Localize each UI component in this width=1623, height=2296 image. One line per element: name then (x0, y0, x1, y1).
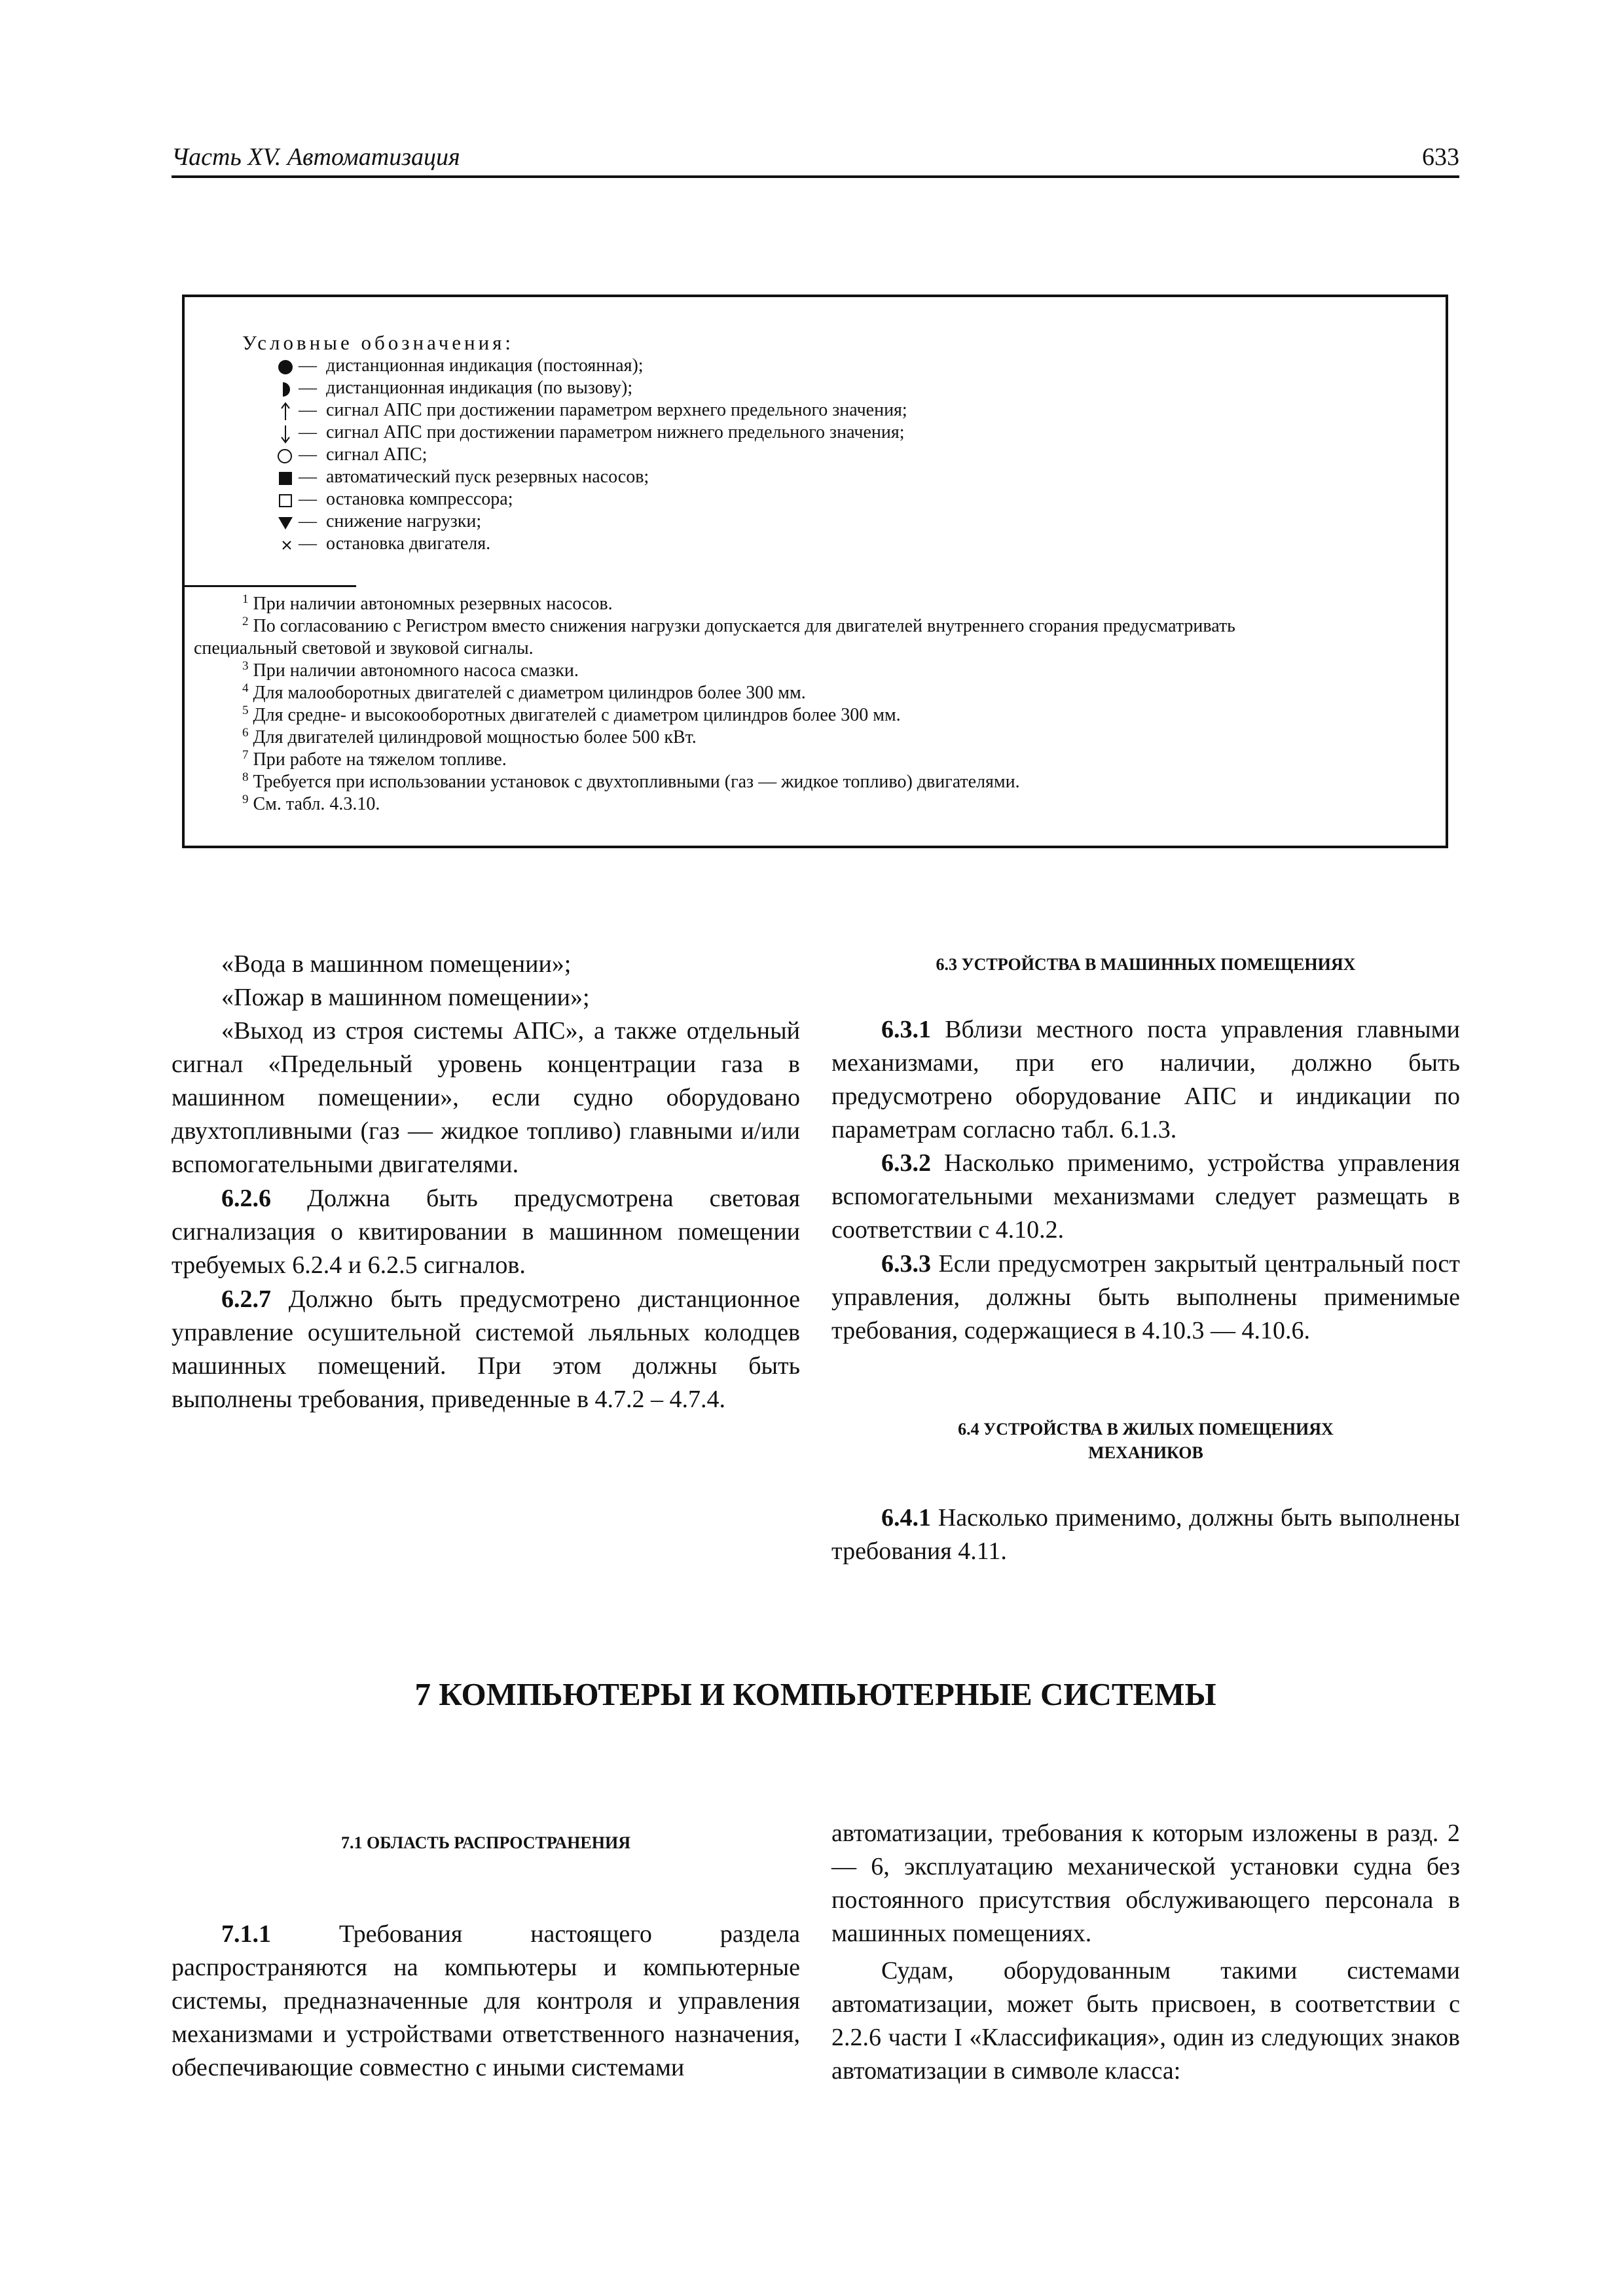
clause-number: 6.3.3 (881, 1250, 931, 1278)
paragraph: 6.2.7 Должно быть предусмотрено дистанционное управление осушительной системой льяльных колодцев машинных помещений. При этом должны быть выполнены требования, приведенные в 4.7.2 – 4.7.4. (172, 1285, 801, 1413)
paragraph: 6.3.2 Насколько применимо, устройства управления вспомогательными механизмами следует размещать в соответствии с 4.10.2. (831, 1149, 1460, 1244)
legend-item: — снижение нагрузки; (242, 511, 481, 533)
clause-number: 6.3.2 (881, 1149, 931, 1177)
clause-number: 6.2.6 (221, 1185, 271, 1212)
legend-item: — остановка двигателя. (242, 533, 490, 555)
legend-item: — остановка компрессора; (242, 488, 513, 511)
footnote: $^3$ При наличии автономного насоса смазки. (242, 659, 579, 681)
filled-square-icon (242, 466, 299, 488)
legend-box (182, 295, 1448, 848)
paragraph: «Вода в машинном помещении»; (221, 950, 572, 978)
filled-triangle-down-icon (242, 511, 299, 533)
footnote-rule (185, 585, 356, 587)
clause-number: 6.2.7 (221, 1285, 271, 1313)
section-heading: 6.3 УСТРОЙСТВА В МАШИННЫХ ПОМЕЩЕНИЯХ (936, 955, 1356, 974)
legend-item: — автоматический пуск резервных насосов; (242, 466, 649, 488)
paragraph: «Пожар в машинном помещении»; (221, 984, 590, 1011)
section-heading: 7.1 ОБЛАСТЬ РАСПРОСТРАНЕНИЯ (341, 1833, 630, 1852)
paragraph: 7.1.1 Требования настоящего раздела распространяются на компьютеры и компьютерные системы, предназначенные для контроля и управления механизмами и устройствами ответственного назначения, обеспечивающие совместно с иными системами (172, 1920, 800, 2081)
footnote: $^8$ Требуется при использовании установок с двухтопливными (газ — жидкое топливо) двигателями. (242, 770, 1020, 792)
clause-number: 7.1.1 (221, 1920, 271, 1948)
clause-number: 6.4.1 (881, 1504, 931, 1532)
footnote-continuation: специальный световой и звуковой сигналы. (194, 638, 534, 658)
empty-circle-icon (242, 444, 299, 466)
page-number: 633 (1422, 143, 1459, 171)
footnote: $^5$ Для средне- и высокооборотных двигателей с диаметром цилиндров более 300 мм. (242, 704, 901, 725)
filled-circle-icon (242, 355, 299, 377)
legend-item: — дистанционная индикация (постоянная); (242, 355, 644, 377)
header-rule (172, 175, 1459, 178)
clause-number: 6.3.1 (881, 1016, 931, 1043)
paragraph: 6.3.3 Если предусмотрен закрытый центральный пост управления, должны быть выполнены применимые требования, содержащиеся в 4.10.3 — 4.10.6. (831, 1250, 1460, 1344)
arrow-down-icon (242, 422, 299, 444)
paragraph: 6.4.1 Насколько применимо, должны быть выполнены требования 4.11. (831, 1504, 1460, 1565)
paragraph: Судам, оборудованным такими системами автоматизации, может быть присвоен, в соответствии с 2.2.6 части I «Классификация», один из следующих знаков автоматизации в символе класса: (831, 1957, 1460, 2085)
chapter-title: 7 КОМПЬЮТЕРЫ И КОМПЬЮТЕРНЫЕ СИСТЕМЫ (414, 1676, 1216, 1712)
paragraph: автоматизации, требования к которым изложены в разд. 2 — 6, эксплуатацию механической установки судна без постоянного присутствия обслуживающего персонала в машинных помещениях. (831, 1820, 1460, 1947)
legend-item: — сигнал АПС при достижении параметром нижнего предельного значения; (242, 422, 905, 444)
cross-icon (242, 533, 299, 555)
half-circle-icon (242, 377, 299, 399)
legend-item: — дистанционная индикация (по вызову); (242, 377, 632, 399)
legend-title: Условные обозначения: (242, 331, 515, 354)
footnote: $^4$ Для малооборотных двигателей с диаметром цилиндров более 300 мм. (242, 681, 806, 703)
section-heading: 6.4 УСТРОЙСТВА В ЖИЛЫХ ПОМЕЩЕНИЯХ МЕХАНИКОВ (958, 1420, 1334, 1462)
footnote: $^9$ См. табл. 4.3.10. (242, 793, 380, 814)
footnote: $^6$ Для двигателей цилиндровой мощностью более 500 кВт. (242, 726, 697, 747)
running-header-title: Часть XV. Автоматизация (172, 143, 460, 171)
arrow-up-icon (242, 399, 299, 422)
paragraph: 6.3.1 Вблизи местного поста управления главными механизмами, при его наличии, должно быть предусмотрено оборудование АПС и индикации по параметрам согласно табл. 6.1.3. (831, 1016, 1460, 1143)
footnote: $^1$ При наличии автономных резервных насосов. (242, 592, 613, 614)
legend-item: — сигнал АПС при достижении параметром верхнего предельного значения; (242, 399, 907, 422)
footnote: $^2$ По согласованию с Регистром вместо снижения нагрузки допускается для двигателей внутреннего сгорания предусматривать (242, 615, 1235, 636)
empty-square-icon (242, 488, 299, 511)
paragraph: 6.2.6 Должна быть предусмотрена световая сигнализация о квитировании в машинном помещении требуемых 6.2.4 и 6.2.5 сигналов. (172, 1185, 800, 1279)
footnote: $^7$ При работе на тяжелом топливе. (242, 748, 507, 770)
legend-item: — сигнал АПС; (242, 444, 427, 466)
paragraph: «Выход из строя системы АПС», а также отдельный сигнал «Предельный уровень концентрации газа в машинном помещении», если судно оборудовано двухтопливными (газ — жидкое топливо) главными и/или вспомогательными двигателями. (172, 1017, 800, 1178)
